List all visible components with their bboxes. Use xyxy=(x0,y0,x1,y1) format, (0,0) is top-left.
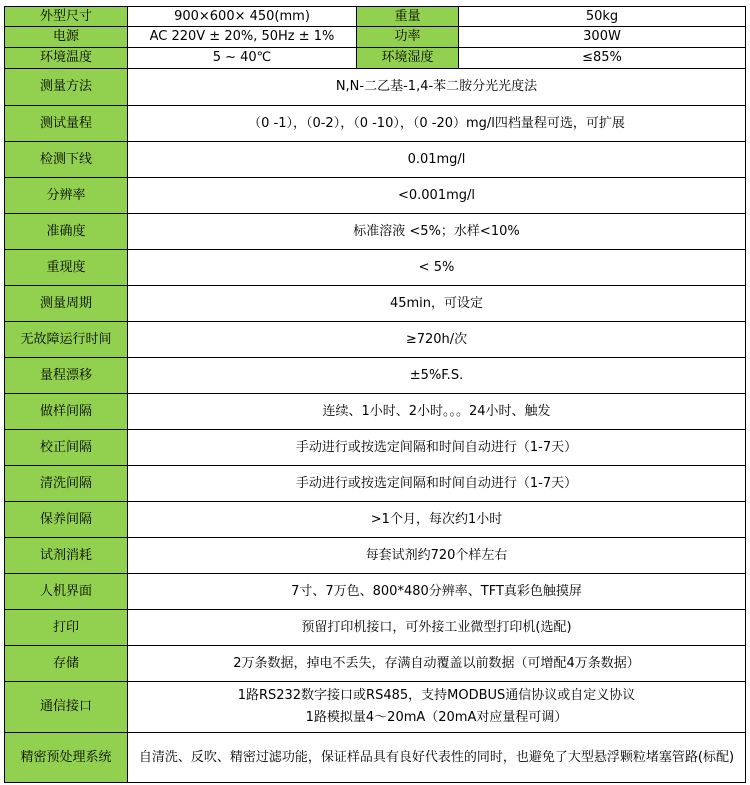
spec-value: 45min，可设定 xyxy=(128,286,746,322)
spec-label: 打印 xyxy=(5,610,128,646)
spec-row-measurement-method xyxy=(5,69,746,106)
spec-label: 无故障运行时间 xyxy=(5,322,128,358)
label-power: 功率 xyxy=(357,27,459,48)
spec-label: 试剂消耗 xyxy=(5,538,128,574)
label-ambient-temperature: 环境温度 xyxy=(5,48,128,69)
spec-row-sampling-interval xyxy=(5,394,746,430)
spec-row-cleaning-interval xyxy=(5,466,746,502)
spec-row-communication xyxy=(5,682,746,733)
value-ambient-temperature: 5 ~ 40℃ xyxy=(128,48,357,69)
spec-value: 连续、1小时、2小时。。。24小时、触发 xyxy=(128,394,746,430)
spec-value: ±5%F.S. xyxy=(128,358,746,394)
spec-value: （0 -1），（0-2），（0 -10），（0 -20）mg/l四档量程可选，可扩展 xyxy=(128,106,746,142)
spec-value: ≥720h/次 xyxy=(128,322,746,358)
spec-value: 2万条数据，掉电不丢失，存满自动覆盖以前数据（可增配4万条数据） xyxy=(128,646,746,682)
spec-row-measurement-cycle xyxy=(5,286,746,322)
spec-label: 准确度 xyxy=(5,214,128,250)
spec-value: 手动进行或按选定间隔和时间自动进行（1-7天） xyxy=(128,430,746,466)
spec-value: < 5% xyxy=(128,250,746,286)
value-pretreatment-system: 自清洗、反吹、精密过滤功能，保证样品具有良好代表性的同时，也避免了大型悬浮颗粒堵塞管路(标配) xyxy=(128,733,746,783)
spec-row-test-range xyxy=(5,106,746,142)
spec-table xyxy=(4,6,746,783)
spec-row-environment xyxy=(5,48,746,69)
spec-row-resolution xyxy=(5,178,746,214)
spec-row-reproducibility xyxy=(5,250,746,286)
label-dimensions: 外型尺寸 xyxy=(5,7,128,27)
label-communication-interface: 通信接口 xyxy=(5,682,128,733)
spec-value: N,N-二乙基-1,4-苯二胺分光光度法 xyxy=(128,69,746,106)
value-power: 300W xyxy=(459,27,746,48)
spec-label: 人机界面 xyxy=(5,574,128,610)
spec-value: 手动进行或按选定间隔和时间自动进行（1-7天） xyxy=(128,466,746,502)
spec-row-reagent-consumption xyxy=(5,538,746,574)
spec-value: 标准溶液 <5%；水样<10% xyxy=(128,214,746,250)
spec-row-maintenance-interval xyxy=(5,502,746,538)
spec-label: 分辨率 xyxy=(5,178,128,214)
spec-row-hmi xyxy=(5,574,746,610)
value-ambient-humidity: ≤85% xyxy=(459,48,746,69)
value-weight: 50kg xyxy=(459,7,746,27)
spec-value: >1个月，每次约1小时 xyxy=(128,502,746,538)
spec-row-range-drift xyxy=(5,358,746,394)
spec-value: 0.01mg/l xyxy=(128,142,746,178)
spec-row-calibration-interval xyxy=(5,430,746,466)
spec-row-mtbf xyxy=(5,322,746,358)
spec-row-accuracy xyxy=(5,214,746,250)
value-dimensions: 900×600× 450(mm) xyxy=(128,7,357,27)
spec-value: 每套试剂约720个样左右 xyxy=(128,538,746,574)
value-power-supply: AC 220V ± 20%, 50Hz ± 1% xyxy=(128,27,357,48)
spec-row-printing xyxy=(5,610,746,646)
spec-label: 重现度 xyxy=(5,250,128,286)
spec-value: <0.001mg/l xyxy=(128,178,746,214)
spec-label: 清洗间隔 xyxy=(5,466,128,502)
comm-line-digital: 1路RS232数字接口或RS485，支持MODBUS通信协议或自定义协议 xyxy=(237,688,636,703)
spec-label: 测量周期 xyxy=(5,286,128,322)
spec-label: 量程漂移 xyxy=(5,358,128,394)
value-communication-interface xyxy=(128,682,746,733)
comm-line-analog: 1路模拟量4～20mA（20mA对应量程可调） xyxy=(305,710,568,725)
spec-value: 预留打印机接口，可外接工业微型打印机(选配) xyxy=(128,610,746,646)
label-weight: 重量 xyxy=(357,7,459,27)
spec-label: 校正间隔 xyxy=(5,430,128,466)
spec-label: 测量方法 xyxy=(5,69,128,106)
spec-row-detection-limit xyxy=(5,142,746,178)
label-pretreatment-system: 精密预处理系统 xyxy=(5,733,128,783)
label-ambient-humidity: 环境湿度 xyxy=(357,48,459,69)
spec-row-power-supply xyxy=(5,27,746,48)
spec-label: 测试量程 xyxy=(5,106,128,142)
spec-label: 存储 xyxy=(5,646,128,682)
spec-value: 7寸、7万色、800*480分辨率、TFT真彩色触摸屏 xyxy=(128,574,746,610)
spec-label: 检测下线 xyxy=(5,142,128,178)
spec-row-pretreatment xyxy=(5,733,746,783)
label-power-supply: 电源 xyxy=(5,27,128,48)
spec-label: 保养间隔 xyxy=(5,502,128,538)
spec-row-storage xyxy=(5,646,746,682)
spec-row-dimensions xyxy=(5,7,746,27)
spec-label: 做样间隔 xyxy=(5,394,128,430)
